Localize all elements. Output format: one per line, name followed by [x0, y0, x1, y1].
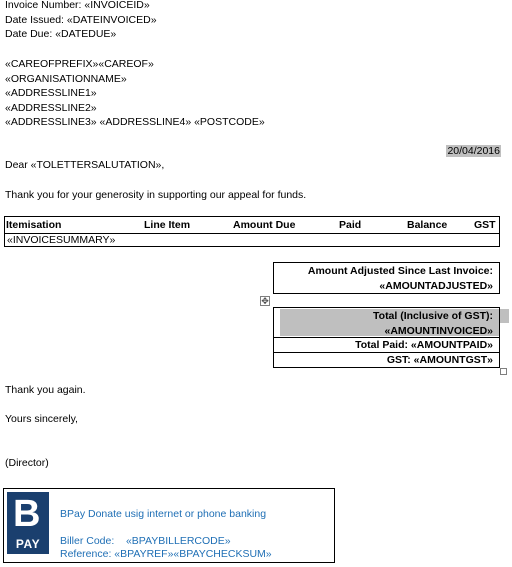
total-label: Total (Inclusive of GST): [373, 310, 493, 322]
bpay-logo-letter: B [13, 493, 41, 535]
amount-adjusted-label: Amount Adjusted Since Last Invoice: [307, 265, 493, 277]
total-paid-cell: Total Paid: «AMOUNTPAID» [273, 337, 500, 353]
closing-thanks: Thank you again. [5, 384, 86, 396]
address-line: «ADDRESSLINE1» [5, 87, 97, 99]
amount-adjusted-cell [273, 262, 500, 294]
bpay-biller-code: Biller Code: «BPAYBILLERCODE» [60, 535, 231, 547]
intro-paragraph: Thank you for your generosity in supporting our appeal for funds. [5, 189, 307, 201]
bpay-logo [7, 492, 49, 554]
closing-sign-off: Yours sincerely, [5, 413, 78, 425]
col-header-amount-due: Amount Due [233, 219, 296, 231]
letter-date-value: 20/04/2016 [447, 145, 500, 157]
col-header-gst: GST [474, 219, 496, 231]
invoice-header [5, 0, 157, 42]
date-issued: Date Issued: «DATEINVOICED» [5, 13, 157, 26]
bpay-logo-text: PAY [15, 537, 41, 551]
address-line: «CAREOFPREFIX»«CAREOF» [5, 58, 154, 70]
col-header-balance: Balance [407, 219, 448, 231]
amount-adjusted-value: «AMOUNTADJUSTED» [379, 279, 493, 292]
col-header-paid: Paid [339, 219, 362, 231]
col-header-line-item: Line Item [144, 219, 191, 231]
table-resize-handle[interactable] [500, 368, 507, 375]
address-line: «ORGANISATIONNAME» [5, 72, 127, 85]
total-value: «AMOUNTINVOICED» [384, 324, 493, 337]
bpay-tagline: BPay Donate usig internet or phone banking [60, 508, 267, 520]
col-header-itemisation: Itemisation [6, 219, 62, 231]
table-move-handle[interactable]: ✥ [261, 296, 269, 306]
signatory-title: (Director) [5, 457, 49, 469]
salutation: Dear «TOLETTERSALUTATION», [5, 159, 165, 171]
letter-date [446, 144, 501, 159]
address-block [5, 57, 265, 130]
selection-highlight-overflow [500, 309, 509, 323]
date-due: Date Due: «DATEDUE» [5, 28, 117, 40]
gst-cell: GST: «AMOUNTGST» [273, 352, 500, 368]
address-line: «ADDRESSLINE2» [5, 101, 97, 114]
address-line: «ADDRESSLINE3» «ADDRESSLINE4» «POSTCODE» [5, 116, 265, 128]
total-inclusive-cell [273, 307, 500, 338]
itemisation-table [4, 216, 500, 247]
bpay-box [3, 488, 335, 563]
invoice-number: Invoice Number: «INVOICEID» [5, 0, 150, 11]
itemisation-row: «INVOICESUMMARY» [7, 234, 116, 246]
itemisation-header-row [5, 217, 499, 234]
bpay-reference: Reference: «BPAYREF»«BPAYCHECKSUM» [60, 548, 272, 560]
